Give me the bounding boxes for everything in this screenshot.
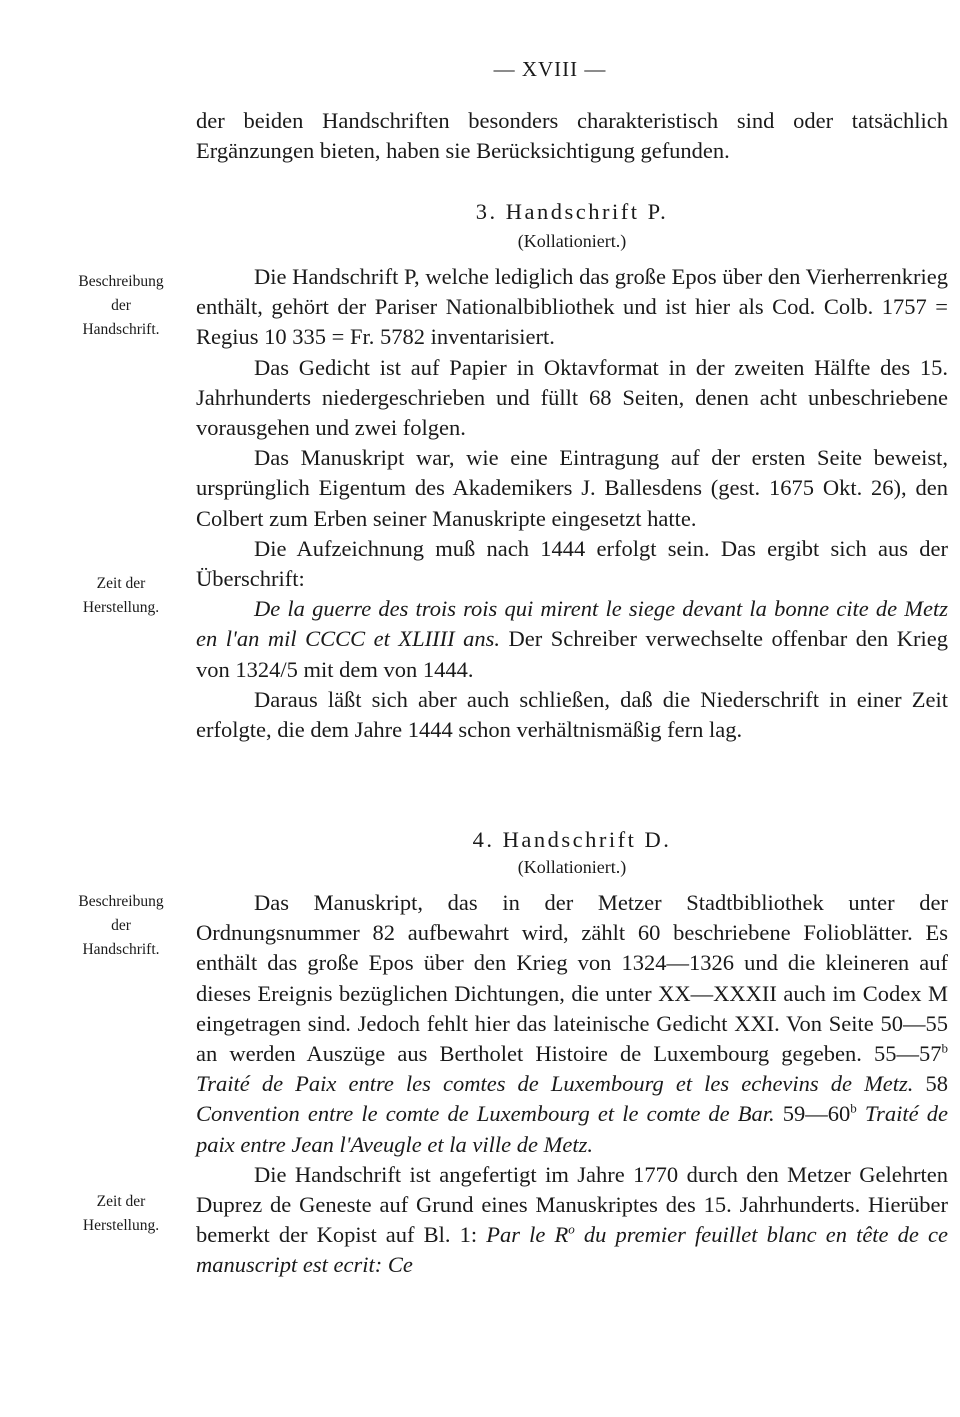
paragraph: Das Gedicht ist auf Papier in Oktavformat in der zweiten Hälfte des 15. Jahrhunderts niedergeschrieben und füllt 68 Seiten, denen acht unbeschriebene vorausgehen und zwei folgen.: [196, 354, 948, 441]
quote-rest: Der Schreiber verwechselte offenbar den Krieg von 1324/5 mit dem von 1444.: [196, 626, 948, 682]
paragraph: Die Handschrift ist angefertigt im Jahre 1770 durch den Metzer Gelehrten Duprez de Geneste auf Grund eines Manuskriptes des 15. Jahrhunderts. Hierüber bemerkt der Kopist auf Bl. 1: Par le $R^o$ du premier feuillet blanc en tête de ce manuscript est ecrit: Ce: [196, 1161, 948, 1278]
margin-note-time-p: Zeit der Herstellung.: [82, 575, 160, 616]
quote-paragraph: [196, 594, 948, 685]
quote-title: De la guerre des trois rois qui mirent le siege devant la bonne cite de Metz en l'an mil CCCC et XLIIII ans.: [196, 596, 948, 652]
paragraph: Das Manuskript war, wie eine Eintragung auf der ersten Seite beweist, ursprünglich Eigentum des Akademikers J. Ballesdens (gest. 1675 Okt. 26), den Colbert zum Erben seiner Manuskripte eingesetzt hatte.: [196, 445, 948, 531]
section-subheading-d: (Kollationiert.): [517, 857, 627, 877]
section-heading-d: 4. Handschrift D.: [472, 827, 672, 852]
intro-text: der beiden Handschriften besonders charakteristisch sind oder tatsächlich Ergänzungen bieten, haben sie Berücksichtigung gefunden.: [196, 108, 948, 164]
section-subheading-p: (Kollationiert.): [517, 231, 627, 251]
margin-note-description-d: Beschreibung der Handschrift.: [78, 893, 164, 958]
margin-note-time-d: Zeit der Herstellung.: [82, 1193, 160, 1234]
paragraph: Die Handschrift P, welche lediglich das große Epos über den Vierherrenkrieg enthält, gehört der Pariser Nationalbibliothek und ist hier als Cod. Colb. 1757 = Regius 10 335 = Fr. 5782 inventarisiert.: [196, 264, 948, 350]
intro-paragraph: [196, 106, 948, 166]
paragraph: Daraus läßt sich aber auch schließen, daß die Niederschrift in einer Zeit erfolgte, die dem Jahre 1444 schon verhältnismäßig fern lag.: [196, 686, 948, 743]
page-number: — XVIII —: [493, 57, 607, 81]
section-body-d: [196, 888, 948, 1281]
section-heading-p: 3. Handschrift P.: [475, 199, 669, 224]
paragraph: Die Aufzeichnung muß nach 1444 erfolgt sein. Das ergibt sich aus der Überschrift:: [196, 535, 948, 592]
paragraph: Das Manuskript, das in der Metzer Stadtbibliothek unter der Ordnungsnummer 82 aufbewahrt wird, zählt 60 beschriebene Folioblätter. Es enthält das große Epos über den Krieg von 1324—1326 und die kleineren auf dieses Ereignis bezüglichen Dichtungen, die unter XX—XXXII auch im Codex M eingetragen sind. Jedoch fehlt hier das lateinische Gedicht XXI. Von Seite 50—55 an werden Auszüge aus Bertholet Histoire de Luxembourg gegeben. 55—57$^b$ Traité de Paix entre les comtes de Luxembourg et les echevins de Metz. 58 Convention entre le comte de Luxembourg et le comte de Bar. 59—60$^b$ Traité de paix entre Jean l'Aveugle et la ville de Metz.: [196, 890, 949, 1157]
section-body-p: [196, 262, 948, 745]
margin-note-description-p: Beschreibung der Handschrift.: [78, 273, 164, 338]
